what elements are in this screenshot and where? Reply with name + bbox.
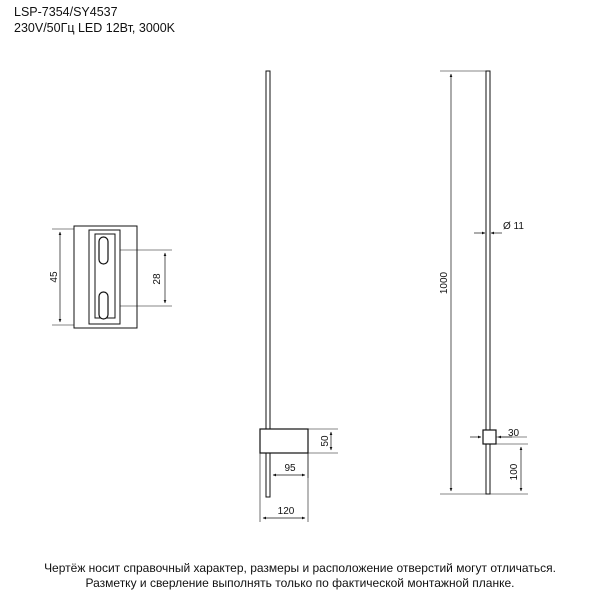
wall-mount-block (260, 429, 308, 453)
dim-total-length: 1000 (439, 271, 450, 295)
front-view (260, 71, 338, 522)
dim-mount-height-side: 30 (508, 428, 520, 439)
side-mount-block (483, 430, 496, 444)
disclaimer-line-2: Разметку и сверление выполнять только по фактической монтажной планке. (85, 576, 515, 590)
dim-plate-height: 45 (49, 271, 60, 283)
dim-bottom-offset: 100 (509, 463, 520, 481)
model-code: LSP-7354/SY4537 (14, 5, 118, 19)
mounting-plate-view (49, 226, 172, 328)
dim-rod-diameter: Ø 11 (503, 221, 524, 232)
dim-hole-spacing: 28 (152, 273, 163, 285)
dim-mount-height-front: 50 (320, 435, 331, 447)
specifications: 230V/50Гц LED 12Вт, 3000K (14, 21, 176, 35)
mounting-slot-top (99, 237, 108, 264)
disclaimer-line-1: Чертёж носит справочный характер, размеры и расположение отверстий могут отличаться. (44, 561, 556, 575)
mounting-slot-bottom (99, 292, 108, 319)
dim-mount-width-outer: 120 (277, 506, 295, 517)
side-view (439, 71, 528, 494)
dim-mount-width-inner: 95 (284, 463, 296, 474)
